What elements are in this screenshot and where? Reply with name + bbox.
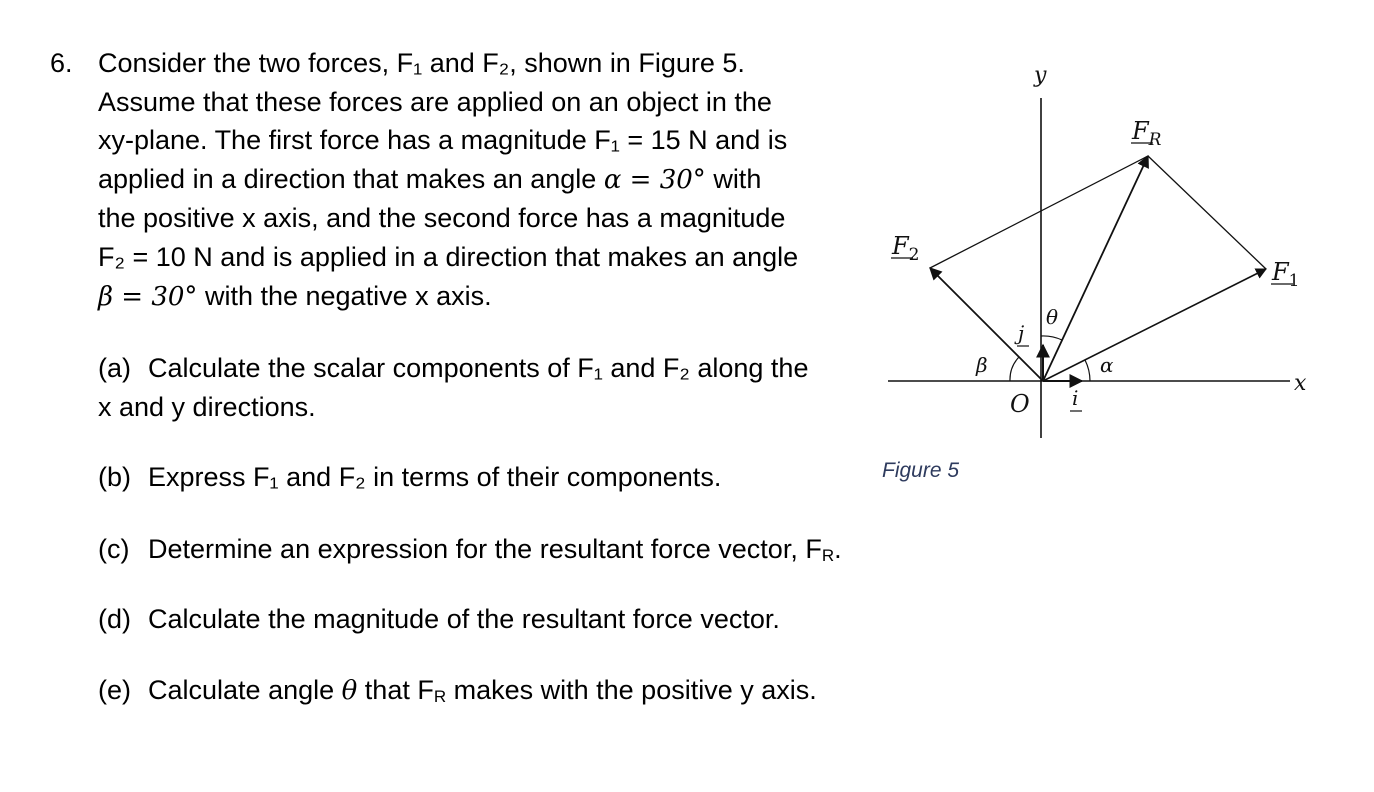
origin-label: O [1010,390,1030,418]
alpha-label: α [1100,353,1114,377]
beta-label: β [976,353,988,377]
part-d-text: Calculate the magnitude of the resultant force vector. [148,604,780,634]
f2-label-main: F [892,232,909,260]
unit-vector-i-label: i [1072,386,1079,410]
x-axis-label: x [1294,371,1307,396]
part-a-label: (a) [98,353,131,383]
problem-line-2: Assume that these forces are applied on an object in the [98,86,772,117]
theta-angle-arc [1041,336,1062,340]
f1-label-sub: 1 [1288,271,1300,291]
part-e-text-post: makes with the positive y axis. [446,675,817,705]
problem-line-5: the positive x axis, and the second force has a magnitude [98,203,786,234]
part-a [98,349,808,426]
alpha-expression: α = 30° [603,164,706,195]
parallelogram-top-edge [930,156,1148,268]
part-c [98,530,842,576]
fr-label [1131,117,1162,150]
part-c-sub: R [821,546,835,565]
part-e [98,671,817,717]
theta-label: θ [1046,305,1059,329]
force-fr-arrow [1043,156,1148,381]
y-axis-label: y [1034,63,1047,88]
part-b [98,458,721,497]
part-e-sub: R [433,687,447,706]
figure-caption: Figure 5 [882,459,960,482]
part-e-text-mid: that F [357,675,434,705]
parallelogram-right-edge [1148,156,1266,269]
force-f1-arrow [1043,269,1266,381]
beta-expression: β = 30° [98,281,198,312]
beta-angle-arc [1010,357,1019,381]
part-a-text-1: Calculate the scalar components of F₁ and F₂ along the [148,353,809,383]
unit-vector-j-label: j [1018,321,1025,345]
problem-line-4-text: applied in a direction that makes an angle [98,163,597,194]
part-b-label: (b) [98,462,131,492]
alpha-angle-arc [1085,360,1090,381]
problem-line-1: Consider the two forces, F₁ and F₂, shown in Figure 5. [98,48,745,78]
force-diagram [860,50,1340,450]
part-a-text-2: x and y directions. [98,391,316,422]
f1-label [1271,258,1299,291]
part-c-label: (c) [98,534,130,564]
part-d-label: (d) [98,604,131,634]
f1-label-main: F [1272,258,1289,286]
alpha-tail: with [705,163,762,194]
problem-line-3: xy-plane. The first force has a magnitude F₁ = 15 N and is [98,125,788,156]
part-b-text: Express F₁ and F₂ in terms of their components. [148,462,722,492]
fr-label-sub: R [1148,130,1162,150]
part-e-label: (e) [98,675,131,705]
part-c-tail: . [834,534,842,564]
f2-label-sub: 2 [908,245,920,265]
fr-label-main: F [1132,117,1149,145]
problem-line-4 [98,160,858,200]
part-e-text-pre: Calculate angle [148,675,342,705]
problem-line-7-text: with the negative x axis. [204,280,492,311]
problem-statement [98,44,858,316]
part-d [98,600,780,639]
part-e-theta: θ [341,676,358,706]
problem-line-6: F₂ = 10 N and is applied in a direction that makes an angle [98,241,799,272]
problem-number: 6. [50,48,73,78]
f2-label [891,232,919,265]
problem-line-7 [98,277,858,317]
part-c-text: Determine an expression for the resultant force vector, F [148,534,822,564]
